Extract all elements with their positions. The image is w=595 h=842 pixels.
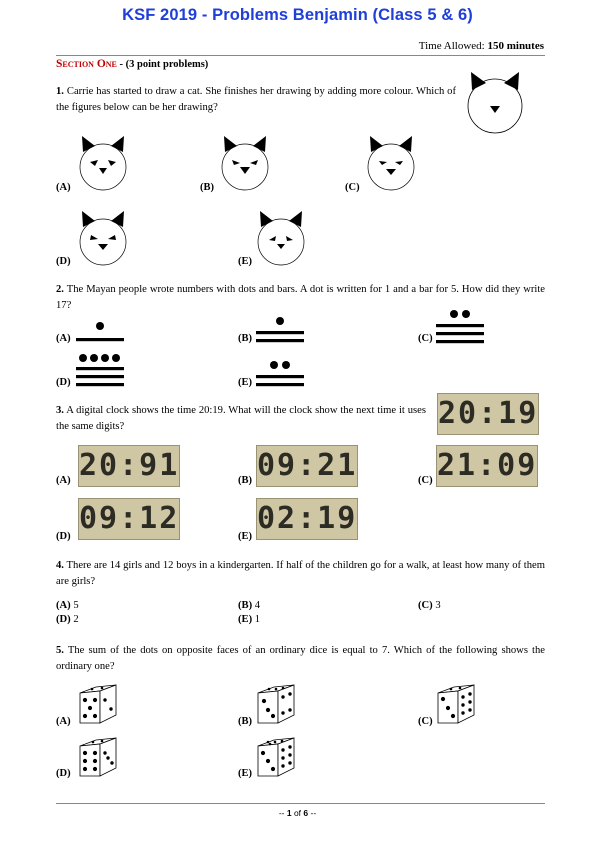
- q5-option-c-label[interactable]: (C): [418, 716, 433, 727]
- cat-reference-figure: [466, 70, 524, 134]
- footer-prefix: --: [278, 808, 287, 818]
- q5-option-e-label[interactable]: (E): [238, 768, 252, 779]
- q3-option-a-label[interactable]: (A): [56, 475, 71, 486]
- option-label: (E): [238, 614, 253, 625]
- section-desc: (3 point problems): [125, 59, 209, 70]
- question-text: The Mayan people wrote numbers with dots and bars. A dot is written for 1 and a bar for 5. How did they write 17?: [56, 284, 545, 311]
- footer-page-number: 1: [286, 808, 292, 818]
- q5-option-a-label[interactable]: (A): [56, 716, 71, 727]
- digital-clock-c[interactable]: 21:09: [436, 445, 538, 487]
- option-label: (D): [56, 614, 71, 625]
- cat-figure-d[interactable]: [78, 210, 128, 266]
- option-value: 2: [70, 614, 79, 625]
- q5-option-b-label[interactable]: (B): [238, 716, 252, 727]
- digital-clock-a[interactable]: 20:91: [78, 445, 180, 487]
- question-text: Carrie has started to draw a cat. She finishes her drawing by adding more colour. Which of the figures below can be her drawing?: [56, 86, 456, 113]
- q4-option-c[interactable]: [418, 600, 441, 611]
- question-4: [56, 558, 545, 589]
- cat-figure-b[interactable]: [220, 135, 270, 191]
- q4-option-a[interactable]: [56, 600, 79, 611]
- digital-clock-e[interactable]: 02:19: [256, 498, 358, 540]
- digital-clock-given: 20:19: [437, 393, 539, 435]
- mayan-figure-d[interactable]: [76, 353, 124, 389]
- q4-option-e[interactable]: [238, 614, 260, 625]
- option-value: 4: [252, 600, 261, 611]
- option-value: 5: [70, 600, 79, 611]
- q4-option-b[interactable]: [238, 600, 260, 611]
- mayan-figure-a[interactable]: [76, 320, 124, 344]
- dice-figure-a[interactable]: [78, 683, 118, 725]
- question-number: 4.: [56, 560, 64, 571]
- question-text: The sum of the dots on opposite faces of an ordinary dice is equal to 7. Which of the following shows the ordinary one?: [56, 645, 545, 672]
- q1-option-b-label[interactable]: (B): [200, 182, 214, 193]
- question-number: 1.: [56, 86, 64, 97]
- section-name: Section One: [56, 58, 117, 70]
- dice-figure-b[interactable]: [256, 683, 296, 725]
- time-value: 150 minutes: [487, 40, 544, 52]
- option-label: (A): [56, 600, 71, 611]
- cat-figure-e[interactable]: [256, 210, 306, 266]
- q2-option-e-label[interactable]: (E): [238, 377, 252, 388]
- question-text: There are 14 girls and 12 boys in a kindergarten. If half of the children go for a walk, at least how many of them are girls?: [56, 560, 545, 587]
- mayan-figure-e[interactable]: [256, 360, 304, 390]
- time-label: Time Allowed:: [418, 40, 488, 52]
- q4-option-d[interactable]: [56, 614, 79, 625]
- q5-option-d-label[interactable]: (D): [56, 768, 71, 779]
- question-text: A digital clock shows the time 20:19. What will the clock show the next time it uses the same digits?: [56, 405, 426, 432]
- q2-option-a-label[interactable]: (A): [56, 333, 71, 344]
- option-value: 1: [252, 614, 261, 625]
- section-dash: -: [116, 59, 126, 70]
- dice-figure-c[interactable]: [436, 683, 476, 725]
- q3-option-b-label[interactable]: (B): [238, 475, 252, 486]
- footer-of: of: [291, 808, 304, 818]
- digital-clock-b[interactable]: 09:21: [256, 445, 358, 487]
- section-heading: [56, 58, 208, 70]
- question-1: [56, 84, 456, 115]
- page-footer: [0, 808, 595, 818]
- q2-option-b-label[interactable]: (B): [238, 333, 252, 344]
- dice-figure-e[interactable]: [256, 736, 296, 778]
- cat-figure-c[interactable]: [366, 135, 416, 191]
- footer-suffix: --: [308, 808, 317, 818]
- footer-page-total: 6: [303, 808, 309, 818]
- q2-option-d-label[interactable]: (D): [56, 377, 71, 388]
- q1-option-a-label[interactable]: (A): [56, 182, 71, 193]
- q1-option-d-label[interactable]: (D): [56, 256, 71, 267]
- q2-option-c-label[interactable]: (C): [418, 333, 433, 344]
- question-5: [56, 643, 545, 674]
- option-label: (C): [418, 600, 433, 611]
- dice-figure-d[interactable]: [78, 736, 118, 778]
- footer-rule: [56, 803, 545, 804]
- question-number: 2.: [56, 284, 64, 295]
- q1-option-e-label[interactable]: (E): [238, 256, 252, 267]
- page-title: KSF 2019 - Problems Benjamin (Class 5 & 6): [122, 6, 473, 24]
- mayan-figure-c[interactable]: [436, 309, 484, 347]
- digital-clock-d[interactable]: 09:12: [78, 498, 180, 540]
- q3-option-d-label[interactable]: (D): [56, 531, 71, 542]
- q3-option-c-label[interactable]: (C): [418, 475, 433, 486]
- cat-figure-a[interactable]: [78, 135, 128, 191]
- option-label: (B): [238, 600, 253, 611]
- q3-option-e-label[interactable]: (E): [238, 531, 252, 542]
- question-number: 3.: [56, 405, 64, 416]
- question-3: [56, 403, 426, 434]
- mayan-figure-b[interactable]: [256, 316, 304, 346]
- question-number: 5.: [56, 645, 64, 656]
- time-allowed: [419, 40, 544, 52]
- option-value: 3: [432, 600, 441, 611]
- header-rule: [56, 55, 545, 56]
- q1-option-c-label[interactable]: (C): [345, 182, 360, 193]
